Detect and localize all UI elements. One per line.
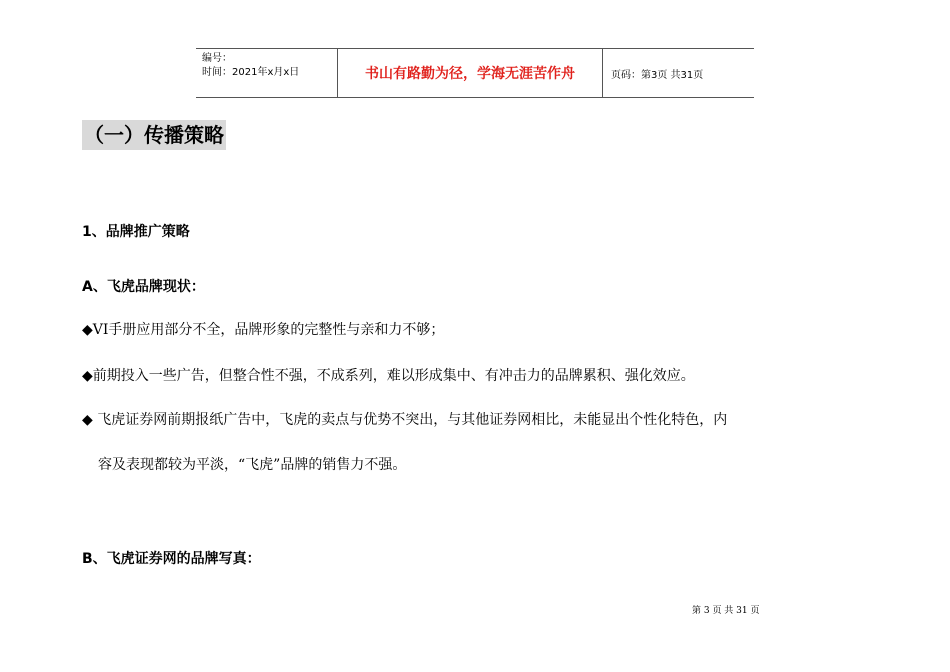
motto-text: 书山有路勤为径，学海无涯苦作舟 xyxy=(365,66,575,82)
bullet-item: ◆前期投入一些广告，但整合性不强，不成系列，难以形成集中、有冲击力的品牌累积、强化效应。 xyxy=(82,368,695,384)
subsection-title: 1、品牌推广策略 xyxy=(82,224,190,240)
page-footer: 第 3 页 共 31 页 xyxy=(692,606,760,616)
date-label: 时间：2021年x月x日 xyxy=(202,67,300,78)
bullet-item: ◆ 飞虎证券网前期报纸广告中，飞虎的卖点与优势不突出，与其他证券网相比，未能显出个性化特色，内 xyxy=(82,412,728,428)
number-label: 编号： xyxy=(202,53,232,64)
section-title: （一）传播策略 xyxy=(82,120,226,150)
header-meta xyxy=(196,49,338,97)
bullet-item: ◆VI手册应用部分不全，品牌形象的完整性与亲和力不够； xyxy=(82,322,445,338)
page-header xyxy=(196,48,754,98)
header-motto-cell xyxy=(338,49,603,97)
header-page-code xyxy=(603,49,754,97)
part-a-heading: A、飞虎品牌现状： xyxy=(82,279,205,295)
bullet-continuation: 容及表现都较为平淡，“飞虎”品牌的销售力不强。 xyxy=(98,457,407,473)
part-b-heading: B、飞虎证券网的品牌写真： xyxy=(82,551,261,567)
page-code-text: 页码：第3页 共31页 xyxy=(611,69,704,81)
